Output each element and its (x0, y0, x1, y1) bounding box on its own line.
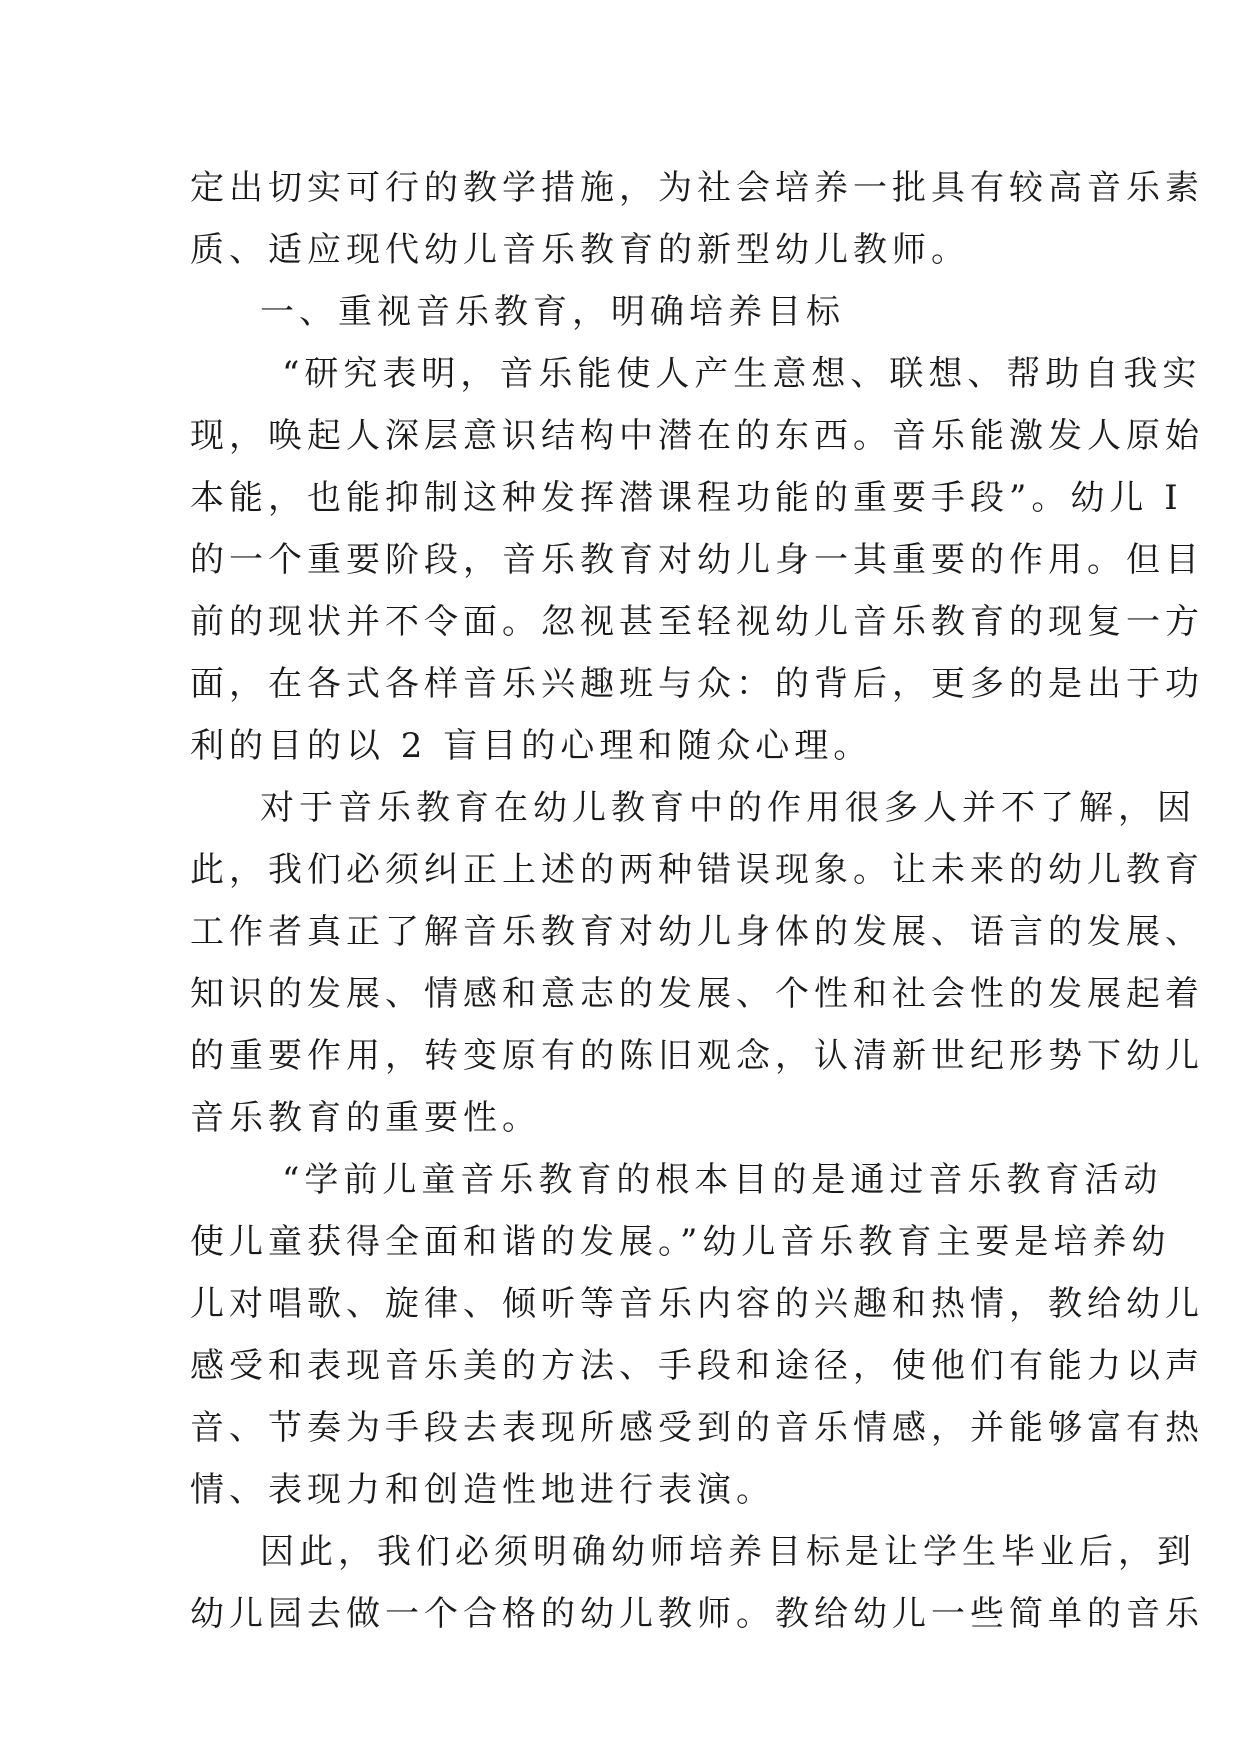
text-line: 音、节奏为手段去表现所感受到的音乐情感，并能够富有热 (190, 1408, 1204, 1448)
text-line: “学前儿童音乐教育的根本目的是通过音乐教育活动 (282, 1160, 1163, 1200)
section-heading: 一、重视音乐教育，明确培养目标 (260, 292, 845, 332)
text-line: 定出切实可行的教学措施，为社会培养一批具有较高音乐素 (190, 168, 1204, 208)
text-line: 的重要作用，转变原有的陈旧观念，认清新世纪形势下幼儿 (190, 1036, 1204, 1076)
text-line: 对于音乐教育在幼儿教育中的作用很多人并不了解，因 (260, 788, 1196, 828)
text-line: 音乐教育的重要性。 (190, 1098, 541, 1138)
text-line: 质、适应现代幼儿音乐教育的新型幼儿教师。 (190, 230, 970, 270)
text-line: 使儿童获得全面和谐的发展。”幼儿音乐教育主要是培养幼 (190, 1222, 1171, 1262)
text-line: 情、表现力和创造性地进行表演。 (190, 1470, 775, 1510)
text-line: 儿对唱歌、旋律、倾听等音乐内容的兴趣和热情，教给幼儿 (190, 1284, 1204, 1324)
text-line: 工作者真正了解音乐教育对幼儿身体的发展、语言的发展、 (190, 912, 1204, 952)
text-line: 面，在各式各样音乐兴趣班与众：的背后，更多的是出于功 (190, 664, 1204, 704)
text-line: 此，我们必须纠正上述的两种错误现象。让未来的幼儿教育 (190, 850, 1204, 890)
text-line: 知识的发展、情感和意志的发展、个性和社会性的发展起着 (190, 974, 1204, 1014)
body-text (190, 157, 1204, 1645)
text-line: 幼儿园去做一个合格的幼儿教师。教给幼儿一些简单的音乐 (190, 1594, 1204, 1634)
text-line: 利的目的以 2 盲目的心理和随众心理。 (190, 726, 873, 766)
text-line: 感受和表现音乐美的方法、手段和途径，使他们有能力以声 (190, 1346, 1204, 1386)
text-line: 现，唤起人深层意识结构中潜在的东西。音乐能激发人原始 (190, 416, 1204, 456)
text-line: “研究表明，音乐能使人产生意想、联想、帮助自我实 (282, 354, 1202, 394)
text-line: 前的现状并不令面。忽视甚至轻视幼儿音乐教育的现复一方 (190, 602, 1204, 642)
text-line: 本能，也能抑制这种发挥潜课程功能的重要手段”。幼儿 I (190, 478, 1183, 518)
text-line: 的一个重要阶段，音乐教育对幼儿身一其重要的作用。但目 (190, 540, 1204, 580)
text-line: 因此，我们必须明确幼师培养目标是让学生毕业后，到 (260, 1532, 1196, 1572)
